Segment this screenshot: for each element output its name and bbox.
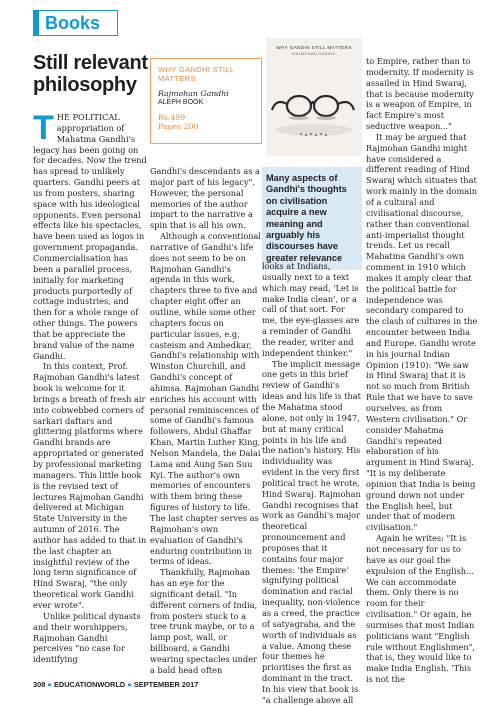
book-pages: Pages 200 xyxy=(158,122,199,131)
paragraph: Although a conventional narrative of Gandhi's life does not seem to be on Rajmohan Gandhi's agenda in this work, chapters three to five and chapter eight offer an outline, while some other chapters focus on particular issues, e.g, casteism and Ambedkar, Gandhi's relationship with Winston Churchill, and Gandhi's concept of ahimsa. Rajmohan Gandhi enriches his account with personal reminiscences of some of Gandhi's famous followers, Abdul Ghaffar Khan, Martin Luther King, Nelson Mandela, the Dalai Lama and Aung San Suu Kyi. The author's own memories of encounters with them bring these figures of history to life. The last chapter serves as Rajmohan's own evaluation of Gandhi's enduring contribution in terms of ideas. xyxy=(150,231,262,567)
issue-date: SEPTEMBER 2017 xyxy=(133,680,199,689)
drop-cap: T xyxy=(33,109,54,147)
cover-author: RAJMOHAN GANDHI xyxy=(292,52,336,56)
book-cover-image xyxy=(266,38,362,156)
paragraph: to Empire, rather than to modernity. If modernity is assailed in Hind Swaraj, that is because modernity is a weapon of Empire, in fact Empire's most seductive weapon..." xyxy=(366,56,474,132)
paragraph: looks at Indians, usually next to a text which may read, 'Let is make India clean', or a call of that sort. For me, the eye-glasses are a reminder of Gandhi the reader, writer and independent thinker." xyxy=(262,261,360,358)
column-3 xyxy=(262,261,362,706)
book-publisher: ALEPH BOOK xyxy=(158,99,204,106)
footer-separator: ● xyxy=(47,680,52,689)
section-tab xyxy=(33,10,118,36)
book-author: Rajmohan Gandhi xyxy=(158,89,229,98)
paragraph: The implicit message one gets in this brief review of Gandhi's ideas and his life is that the Mahatma stood alone, not only in 1947, but at many critical points in his life and the nation's history. His individuality was evident in the very first political tract he wrote, Hind Swaraj. Rajmohan Gandhi recognises that work as Gandhi's major theoretical pronouncement and proposes that it contains four major themes: 'the Empire' signifying political domination and racial inequality, non-violence as a creed, the practice of satyagraha, and the worth of individuals as a value. Among these four themes he prioritises the first as dominant in the tract. In his view that book is "a challenge above all xyxy=(262,358,361,705)
section-label: Books xyxy=(45,12,101,33)
paragraph: In this context, Prof. Rajmohan Gandhi's latest book is welcome for it brings a breath of fresh air into cobwebbed corners of sarkari daftars and glittering platforms where Gandhi brands are appropriated or generated by professional marketing managers. This little book is the revised text of lectures Rajmohan Gandhi delivered at Michigan State University in the autumn of 2016. The author has added to that in the last chapter an insightful review of the long term significance of Hind Swaraj, "the only theoretical work Gandhi ever wrote". xyxy=(33,361,147,610)
pull-quote: Many aspects of Gandhi's thoughts on civilisation acquire a new meaning and arguably his discourses have greater relevance xyxy=(262,167,362,270)
book-info-box xyxy=(150,58,262,144)
paragraph: Again he writes: "It is not necessary for us to have as our goal the expulsion of the English... We can accommodate them. Only there is no room for their civilisation." Or again, he surmises that most Indian politicians want "English rule without Englishmen", that is, they would like to make India English. 'This is not the xyxy=(366,533,475,685)
paragraph: Thankfully, Rajmohan has an eye for the significant detail. "In different corners of India, from posters stuck to a tree trunk maybe, or to a lamp post, wall, or billboard, a Gandhi wearing spectacles under a bald head often xyxy=(150,567,258,675)
paragraph: It may be argued that Rajmohan Gandhi might have considered a different reading of Hind Swaraj which situates that work mainly in the domain of a cultural and civilisational discourse, rather than conventional anti-imperialist thought trends. Let us recall Mahatma Gandhi's own comment in 1910 which makes it amply clear that the political battle for independence was secondary compared to the clash of cultures in the encounter between India and Europe. Gandhi wrote in his journal Indian Opinion (1910): "We saw in Hind Swaraj that it is not so much from British Rule that we have to save ourselves, as from Western civilisation." Or consider Mahatma Gandhi's repeated elaboration of his argument in Hind Swaraj. "It is my deliberate opinion that India is being ground down not under the English heel, but under that of modern civilisation." xyxy=(366,131,478,533)
column-4 xyxy=(366,56,478,685)
paragraph: Unlike political dynasts and their worshippers, Rajmohan Gandhi perceives "no case for identifying xyxy=(33,610,141,665)
cover-title: WHY GANDHI STILL MATTERS xyxy=(276,45,352,50)
page-number: 308 xyxy=(33,680,46,689)
magazine-name: EDUCATIONWORLD xyxy=(53,680,126,689)
footer-separator: ● xyxy=(127,680,132,689)
paragraph: Gandhi's descendants as a major part of his legacy". However, the personal memories of the author impart to the narrative a spin that is all his own. xyxy=(150,166,260,231)
column-2 xyxy=(150,166,262,676)
page-footer xyxy=(33,680,198,689)
paragraph xyxy=(33,109,148,361)
spectacles-illustration xyxy=(266,38,362,156)
column-1 xyxy=(33,109,148,665)
paragraph-text: HE POLITICAL appropriation of Mahatma Gandhi's legacy has been going on for decades. Now the trend has spread to unlikely quarters. Gandhi peers at us from posters, sharing space with his ideological opponents. Even personal effects like his spectacles, have been used as logos in government propaganda. Commercialisation has been a parallel process, initially for marketing products purportedly of cottage industries, and then for a whole range of other things. The powers that be appreciate the brand value of the name Gandhi. xyxy=(33,112,147,361)
book-price: Rs.499 xyxy=(158,113,186,122)
article-headline: Still relevant philosophy xyxy=(33,52,148,96)
book-title: WHY GANDHI STILL MATTERS xyxy=(158,65,235,83)
